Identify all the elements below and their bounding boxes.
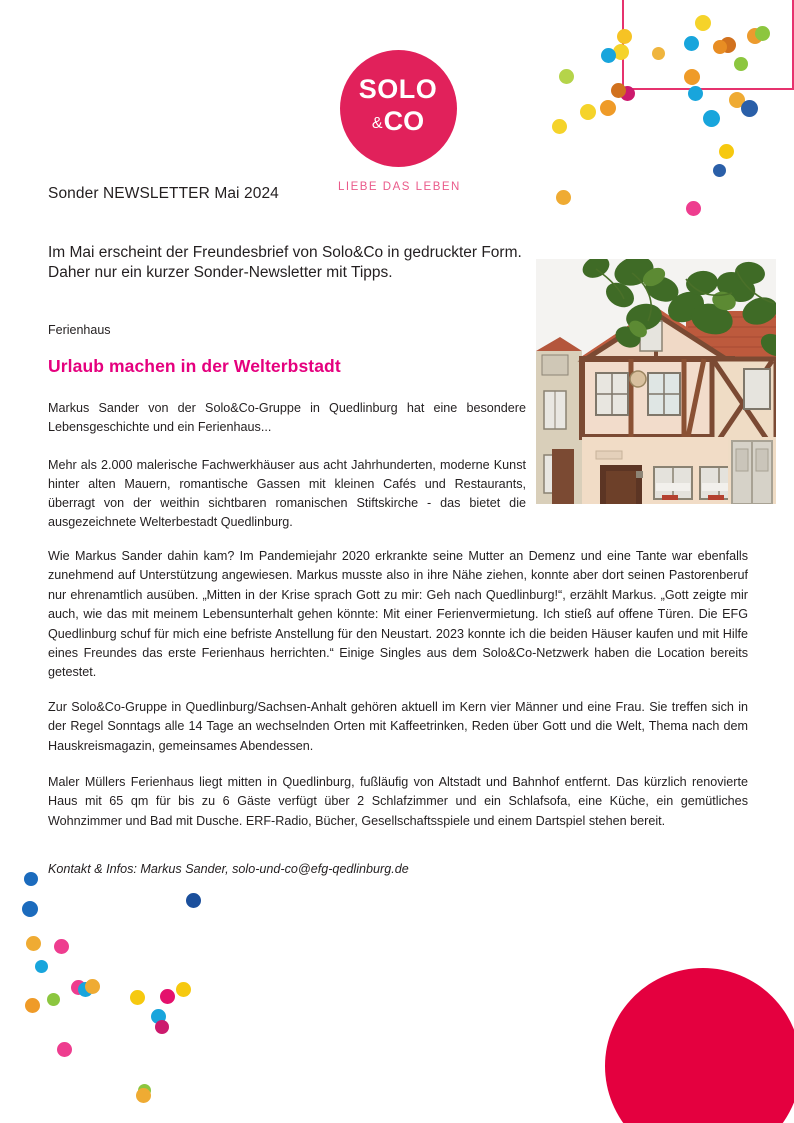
- confetti-dot: [22, 901, 38, 917]
- confetti-dot: [713, 40, 727, 54]
- logo-tagline: LIEBE DAS LEBEN: [338, 181, 461, 193]
- article-photo: [536, 259, 776, 504]
- confetti-dot: [176, 982, 191, 997]
- confetti-dot: [684, 69, 700, 85]
- confetti-dot: [755, 26, 770, 41]
- confetti-dot: [611, 83, 626, 98]
- confetti-dot: [580, 104, 596, 120]
- confetti-dot: [600, 100, 616, 116]
- decorative-corner-circle: [605, 968, 794, 1123]
- confetti-dot: [695, 15, 711, 31]
- confetti-dot: [35, 960, 48, 973]
- confetti-dot: [601, 48, 616, 63]
- confetti-dot: [186, 893, 201, 908]
- logo-text-solo: SOLO: [358, 74, 438, 104]
- confetti-dot: [617, 29, 632, 44]
- confetti-dot: [734, 57, 748, 71]
- confetti-dot: [136, 1088, 151, 1103]
- confetti-dot: [559, 69, 574, 84]
- logo-circle-mark: [340, 50, 457, 167]
- logo-text-co-word: CO: [383, 106, 425, 136]
- confetti-dot: [130, 990, 145, 1005]
- article-kicker: Ferienhaus: [48, 323, 111, 337]
- intro-paragraph: Im Mai erscheint der Freundesbrief von Solo&Co in gedruckter Form. Daher nur ein kurzer Sonder-Newsletter mit Tipps.: [48, 244, 522, 281]
- confetti-dot: [652, 47, 665, 60]
- issue-line: Sonder NEWSLETTER Mai 2024: [48, 185, 279, 202]
- confetti-dot: [719, 144, 734, 159]
- confetti-dot: [26, 936, 41, 951]
- confetti-dot: [703, 110, 720, 127]
- confetti-dot: [54, 939, 69, 954]
- confetti-dot: [24, 872, 38, 886]
- confetti-dot: [552, 119, 567, 134]
- article-paragraph-3: Wie Markus Sander dahin kam? Im Pandemiejahr 2020 erkrankte seine Mutter an Demenz und eine Tante war ebenfalls zunehmend auf Unterstützung angewiesen. Markus musste also in ihre Nähe ziehen, konnte aber dort seinen Pastorenberuf nur ehrenamtlich ausüben. „Mitten in der Krise sprach Gott zu mir: Geh nach Quedlinburg!“, erzählt Markus. „Gott zeigte mir auch, wie das mit meinem Lebensunterhalt gehen könnte: Mit einer Ferienvermietung. Ich stieß auf offene Türen. Die EFG Quedlinburg schuf für mich eine befriste Anstellung für den Neustart. 2023 konnte ich die beiden Häuser kaufen und mit Hilfe eines Freundes das erste Ferienhaus herrichten.“ Einige Singles aus dem Solo&Co-Netzwerk haben die Location bereits getestet.: [48, 549, 748, 680]
- confetti-dot: [684, 36, 699, 51]
- confetti-dot: [155, 1020, 169, 1034]
- confetti-dot: [556, 190, 571, 205]
- article-paragraph-1: Markus Sander von der Solo&Co-Gruppe in Quedlinburg hat eine besondere Lebensgeschichte und ein Ferienhaus...: [48, 401, 526, 435]
- article-paragraph-4: Zur Solo&Co-Gruppe in Quedlinburg/Sachsen-Anhalt gehören aktuell im Kern vier Männer und eine Frau. Sie treffen sich in der Regel Sonntags alle 14 Tage an wechselnden Orten mit Kaffeetrinken, Reden über Gott und die Welt, Thema nach dem Hauskreismagazin, gemeinsames Abendessen.: [48, 700, 748, 753]
- confetti-dot: [713, 164, 726, 177]
- contact-line: Kontakt & Infos: Markus Sander, solo-und-co@efg-qedlinburg.de: [48, 862, 409, 876]
- confetti-dot: [688, 86, 703, 101]
- brand-logo: [338, 50, 461, 193]
- article-paragraph-5: Maler Müllers Ferienhaus liegt mitten in Quedlinburg, fußläufig von Altstadt und Bahnhof entfernt. Das kürzlich renovierte Haus mit 65 qm für bis zu 6 Gäste verfügt über 2 Schlafzimmer und ein Schlafsofa, eine Küche, ein gemütliches Wohnzimmer und Bad mit Dusche. ERF-Radio, Bücher, Gesellschaftsspiele und einem Dartspiel stehen bereit.: [48, 775, 748, 828]
- page-title: Urlaub machen in der Welterbstadt: [48, 356, 341, 376]
- confetti-dot: [741, 100, 758, 117]
- half-timbered-house-illustration: [536, 259, 776, 504]
- confetti-dot: [85, 979, 100, 994]
- article-paragraph-2: Mehr als 2.000 malerische Fachwerkhäuser aus acht Jahrhunderten, moderne Kunst hinter alten Mauern, romantische Gassen mit kleinen Cafés und Restaurants, überragt von der weithin sichtbaren romanischen Stiftskirche - das bietet die ausgezeichnete Welterbestadt Quedlinburg.: [48, 458, 526, 530]
- confetti-dot: [25, 998, 40, 1013]
- confetti-dot: [47, 993, 60, 1006]
- decorative-pink-frame: [622, 0, 794, 90]
- confetti-dot: [160, 989, 175, 1004]
- logo-ampersand: &: [371, 115, 383, 132]
- confetti-dot: [686, 201, 701, 216]
- logo-text-co: [340, 108, 457, 135]
- confetti-dot: [57, 1042, 72, 1057]
